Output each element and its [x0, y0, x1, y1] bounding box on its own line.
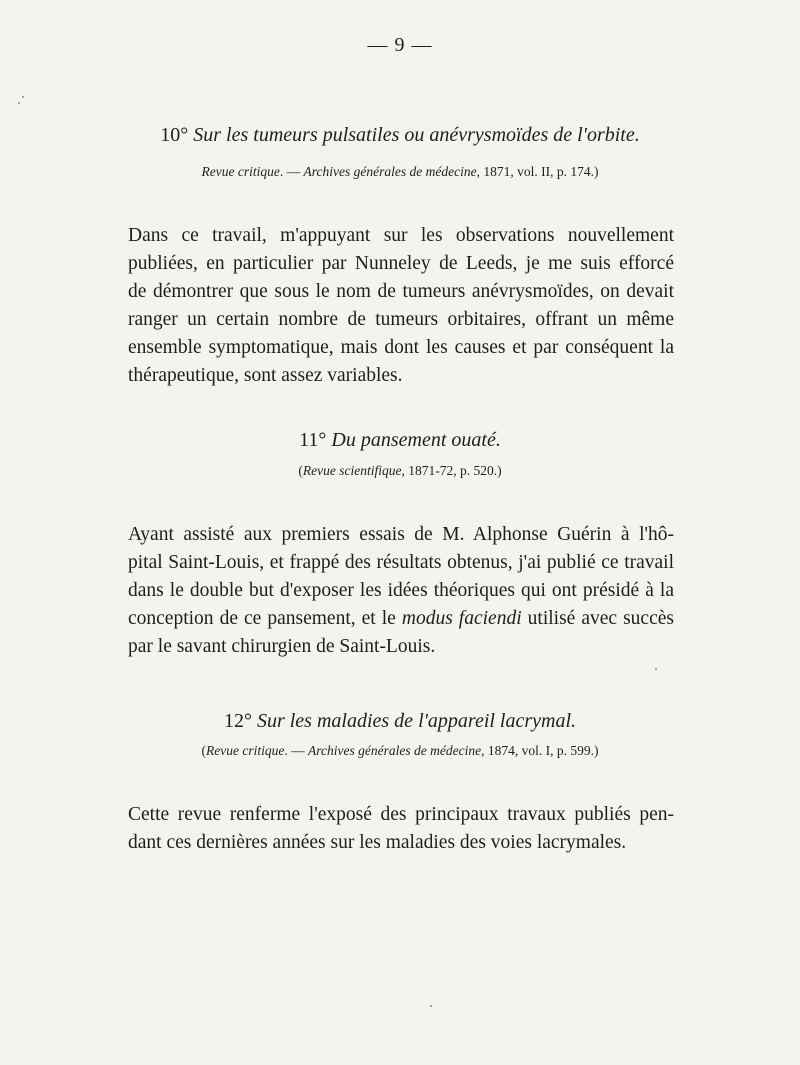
section-number: 10° — [160, 124, 189, 146]
paragraph-line: publiées, en particulier par Nunneley de Leeds, je me suis efforcé — [128, 253, 674, 274]
paragraph-line: Dans ce travail, m'appuyant sur les observations nouvellement — [128, 225, 674, 246]
section-10-reference: Revue critique. — Archives générales de médecine, 1871, vol. II, p. 174.) — [201, 164, 599, 179]
paragraph-line: conception de ce pansement, et le modus faciendi utilisé avec succès — [128, 608, 674, 629]
section-number: 12° — [223, 710, 252, 732]
section-heading: Sur les tumeurs pulsatiles ou anévrysmoïdes de l'orbite. — [193, 124, 640, 146]
paragraph-line: Cette revue renferme l'exposé des principaux travaux publiés pen- — [128, 804, 674, 825]
paragraph-line: ranger un certain nombre de tumeurs orbitaires, offrant un même — [128, 309, 674, 330]
section-10-paragraph — [128, 222, 674, 390]
paragraph-line: dans le double but d'exposer les idées théoriques qui ont présidé à la — [128, 580, 674, 601]
show-through-texture — [100, 60, 700, 88]
paragraph-line: pital Saint-Louis, et frappé des résultats obtenus, j'ai publié ce travail — [128, 552, 674, 573]
section-12-reference: (Revue critique. — Archives générales de médecine, 1874, vol. I, p. 599.) — [201, 743, 599, 758]
section-heading: Du pansement ouaté. — [331, 429, 501, 451]
section-11-paragraph — [128, 521, 674, 661]
section-10-title — [0, 124, 800, 147]
paragraph-line: ensemble symptomatique, mais dont les causes et par conséquent la — [128, 337, 674, 358]
section-12-title — [0, 710, 800, 733]
paragraph-line: thérapeutique, sont assez variables. — [128, 365, 403, 386]
paragraph-line: par le savant chirurgien de Saint-Louis. — [128, 636, 436, 657]
paragraph-line: Ayant assisté aux premiers essais de M. Alphonse Guérin à l'hô- — [128, 524, 674, 545]
section-11-reference: (Revue scientifique, 1871-72, p. 520.) — [298, 463, 502, 478]
section-11-title — [0, 429, 800, 452]
section-number: 11° — [299, 429, 327, 451]
paragraph-line: de démontrer que sous le nom de tumeurs anévrysmoïdes, on devait — [128, 281, 674, 302]
section-12-paragraph — [128, 801, 674, 857]
page-number: — 9 — — [367, 34, 433, 56]
paragraph-line: dant ces dernières années sur les maladies des voies lacrymales. — [128, 832, 627, 853]
section-heading: Sur les maladies de l'appareil lacrymal. — [256, 710, 577, 732]
